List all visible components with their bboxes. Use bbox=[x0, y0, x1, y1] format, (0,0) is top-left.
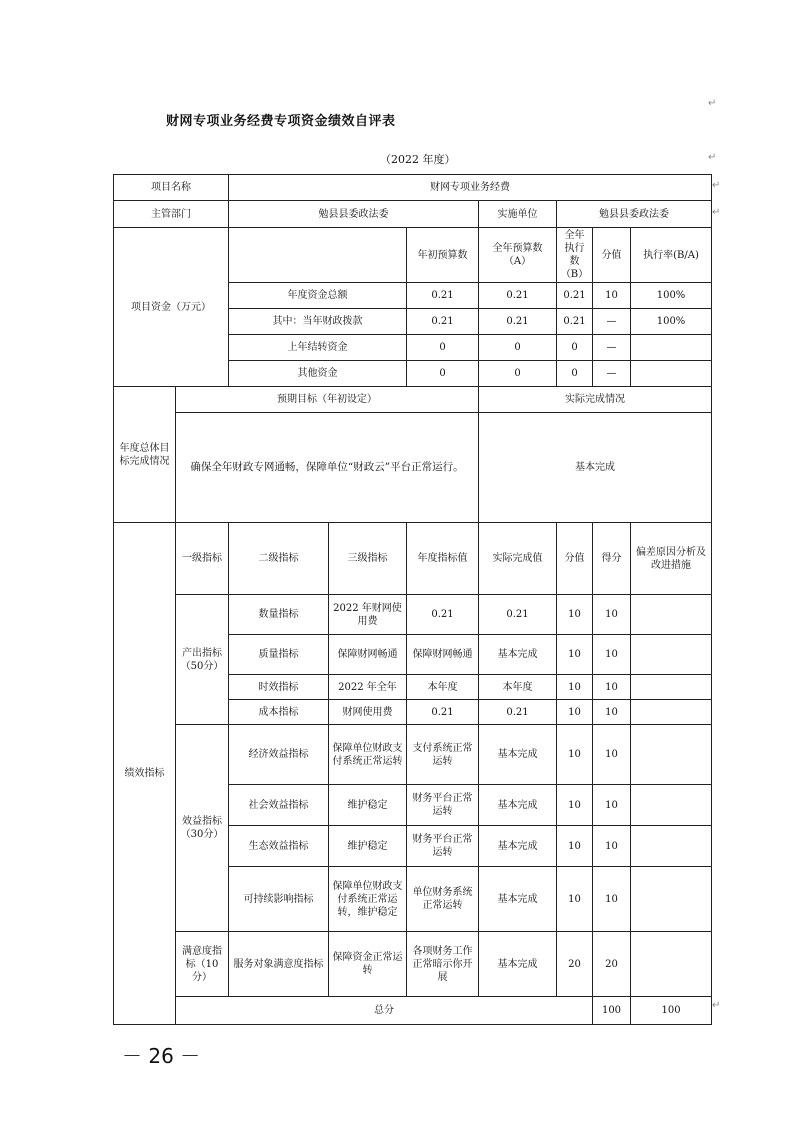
deviation-note bbox=[631, 826, 712, 867]
funds-cell bbox=[631, 335, 712, 361]
deviation-note bbox=[631, 867, 712, 932]
impl-unit-value: 勉县县委政法委 bbox=[557, 201, 712, 228]
score-value: 10 bbox=[557, 700, 593, 725]
total-label: 总分 bbox=[176, 997, 593, 1025]
project-name-value: 财网专项业务经费 bbox=[229, 175, 712, 201]
target-value: 财务平台正常运转 bbox=[407, 826, 479, 867]
funds-row-name: 其中：当年财政拨款 bbox=[229, 309, 407, 335]
score: 10 bbox=[593, 700, 631, 725]
target-value: 支付系统正常运转 bbox=[407, 725, 479, 785]
target-value: 单位财务系统正常运转 bbox=[407, 867, 479, 932]
target-value: 0.21 bbox=[407, 595, 479, 635]
paragraph-mark: ↵ bbox=[712, 207, 721, 218]
funds-row-name: 上年结转资金 bbox=[229, 335, 407, 361]
score-value: 10 bbox=[557, 635, 593, 675]
level2-indicator: 时效指标 bbox=[229, 675, 329, 700]
expected-goal-text: 确保全年财政专网通畅，保障单位“财政云”平台正常运行。 bbox=[176, 413, 479, 523]
score-value: 10 bbox=[557, 867, 593, 932]
paragraph-mark: ↵ bbox=[708, 152, 717, 163]
level3-indicator: 保障单位财政支付系统正常运转 bbox=[329, 725, 407, 785]
indicator-row bbox=[114, 725, 712, 785]
actual-value: 基本完成 bbox=[479, 867, 557, 932]
total-score: 100 bbox=[631, 997, 712, 1025]
funds-cell: 100% bbox=[631, 309, 712, 335]
funds-cell: 0.21 bbox=[557, 309, 593, 335]
paragraph-mark: ↵ bbox=[708, 98, 717, 109]
level3-indicator: 保障单位财政支付系统正常运转，维护稳定 bbox=[329, 867, 407, 932]
funds-cell: 0.21 bbox=[407, 309, 479, 335]
funds-header: 分值 bbox=[593, 228, 631, 283]
score: 10 bbox=[593, 826, 631, 867]
level2-indicator: 成本指标 bbox=[229, 700, 329, 725]
indicator-header: 二级指标 bbox=[229, 523, 329, 595]
level3-indicator: 维护稳定 bbox=[329, 785, 407, 826]
level2-indicator: 质量指标 bbox=[229, 635, 329, 675]
level1-indicator: 产出指标（50分） bbox=[176, 595, 229, 725]
deviation-note bbox=[631, 675, 712, 700]
self-evaluation-table bbox=[113, 174, 712, 1025]
funds-cell: 0 bbox=[557, 361, 593, 387]
funds-cell: 0 bbox=[479, 361, 557, 387]
level3-indicator: 财网使用费 bbox=[329, 700, 407, 725]
level2-indicator: 数量指标 bbox=[229, 595, 329, 635]
funds-row-name: 其他资金 bbox=[229, 361, 407, 387]
funds-cell: 0 bbox=[479, 335, 557, 361]
deviation-note bbox=[631, 932, 712, 997]
indicator-header: 分值 bbox=[557, 523, 593, 595]
funds-cell: 0.21 bbox=[479, 309, 557, 335]
score-value: 10 bbox=[557, 826, 593, 867]
level2-indicator: 服务对象满意度指标 bbox=[229, 932, 329, 997]
target-value: 财务平台正常运转 bbox=[407, 785, 479, 826]
funds-header-blank bbox=[229, 228, 407, 283]
actual-result-header: 实际完成情况 bbox=[479, 387, 712, 413]
target-value: 本年度 bbox=[407, 675, 479, 700]
report-year: （2022 年度） bbox=[380, 153, 456, 166]
indicator-header: 实际完成值 bbox=[479, 523, 557, 595]
level2-indicator: 可持续影响指标 bbox=[229, 867, 329, 932]
funds-row-name: 年度资金总额 bbox=[229, 283, 407, 309]
indicator-header: 三级指标 bbox=[329, 523, 407, 595]
funds-cell: 0.21 bbox=[557, 283, 593, 309]
indicator-header: 一级指标 bbox=[176, 523, 229, 595]
funds-cell: — bbox=[593, 309, 631, 335]
score: 10 bbox=[593, 725, 631, 785]
project-name-label: 项目名称 bbox=[114, 175, 229, 201]
deviation-note bbox=[631, 700, 712, 725]
expected-goal-header: 预期目标（年初设定） bbox=[176, 387, 479, 413]
funds-header: 年初预算数 bbox=[407, 228, 479, 283]
score-value: 20 bbox=[557, 932, 593, 997]
indicator-row bbox=[114, 932, 712, 997]
level3-indicator: 保障资金正常运转 bbox=[329, 932, 407, 997]
level1-indicator: 满意度指标（10分） bbox=[176, 932, 229, 997]
actual-value: 基本完成 bbox=[479, 635, 557, 675]
target-value: 0.21 bbox=[407, 700, 479, 725]
level3-indicator: 2022 年全年 bbox=[329, 675, 407, 700]
funds-label: 项目资金（万元） bbox=[114, 228, 229, 387]
actual-value: 基本完成 bbox=[479, 826, 557, 867]
funds-cell: 0 bbox=[407, 335, 479, 361]
page-number: － 26 － bbox=[122, 1044, 201, 1068]
deviation-note bbox=[631, 595, 712, 635]
deviation-note bbox=[631, 635, 712, 675]
goals-label: 年度总体目标完成情况 bbox=[114, 387, 176, 523]
funds-cell: 10 bbox=[593, 283, 631, 309]
funds-cell: 100% bbox=[631, 283, 712, 309]
actual-value: 基本完成 bbox=[479, 725, 557, 785]
level3-indicator: 2022 年财网使用费 bbox=[329, 595, 407, 635]
funds-header: 执行率(B/A) bbox=[631, 228, 712, 283]
indicator-header: 得分 bbox=[593, 523, 631, 595]
actual-result-text: 基本完成 bbox=[479, 413, 712, 523]
indicators-label: 绩效指标 bbox=[114, 523, 176, 1025]
score-value: 10 bbox=[557, 785, 593, 826]
actual-value: 0.21 bbox=[479, 700, 557, 725]
funds-cell: — bbox=[593, 335, 631, 361]
target-value: 各项财务工作正常暗示你开展 bbox=[407, 932, 479, 997]
level3-indicator: 保障财网畅通 bbox=[329, 635, 407, 675]
funds-cell: 0.21 bbox=[407, 283, 479, 309]
funds-header: 全年预算数（A） bbox=[479, 228, 557, 283]
level1-indicator: 效益指标（30分） bbox=[176, 725, 229, 932]
paragraph-mark: ↵ bbox=[712, 180, 721, 191]
funds-cell: — bbox=[593, 361, 631, 387]
indicator-header: 偏差原因分析及改进措施 bbox=[631, 523, 712, 595]
paragraph-mark: ↵ bbox=[712, 1000, 721, 1011]
score-value: 10 bbox=[557, 725, 593, 785]
score: 10 bbox=[593, 785, 631, 826]
indicator-header: 年度指标值 bbox=[407, 523, 479, 595]
level2-indicator: 生态效益指标 bbox=[229, 826, 329, 867]
funds-cell: 0 bbox=[557, 335, 593, 361]
level2-indicator: 经济效益指标 bbox=[229, 725, 329, 785]
score: 10 bbox=[593, 595, 631, 635]
impl-unit-label: 实施单位 bbox=[479, 201, 557, 228]
funds-header: 全年执行数（B） bbox=[557, 228, 593, 283]
deviation-note bbox=[631, 785, 712, 826]
score: 20 bbox=[593, 932, 631, 997]
actual-value: 0.21 bbox=[479, 595, 557, 635]
funds-cell bbox=[631, 361, 712, 387]
level2-indicator: 社会效益指标 bbox=[229, 785, 329, 826]
level3-indicator: 维护稳定 bbox=[329, 826, 407, 867]
department-value: 勉县县委政法委 bbox=[229, 201, 479, 228]
department-label: 主管部门 bbox=[114, 201, 229, 228]
score: 10 bbox=[593, 867, 631, 932]
deviation-note bbox=[631, 725, 712, 785]
funds-cell: 0.21 bbox=[479, 283, 557, 309]
total-score-value: 100 bbox=[593, 997, 631, 1025]
target-value: 保障财网畅通 bbox=[407, 635, 479, 675]
score-value: 10 bbox=[557, 675, 593, 700]
actual-value: 基本完成 bbox=[479, 932, 557, 997]
score-value: 10 bbox=[557, 595, 593, 635]
actual-value: 本年度 bbox=[479, 675, 557, 700]
actual-value: 基本完成 bbox=[479, 785, 557, 826]
funds-cell: 0 bbox=[407, 361, 479, 387]
score: 10 bbox=[593, 675, 631, 700]
indicator-row bbox=[114, 595, 712, 635]
score: 10 bbox=[593, 635, 631, 675]
page-title: 财网专项业务经费专项资金绩效自评表 bbox=[166, 114, 396, 129]
